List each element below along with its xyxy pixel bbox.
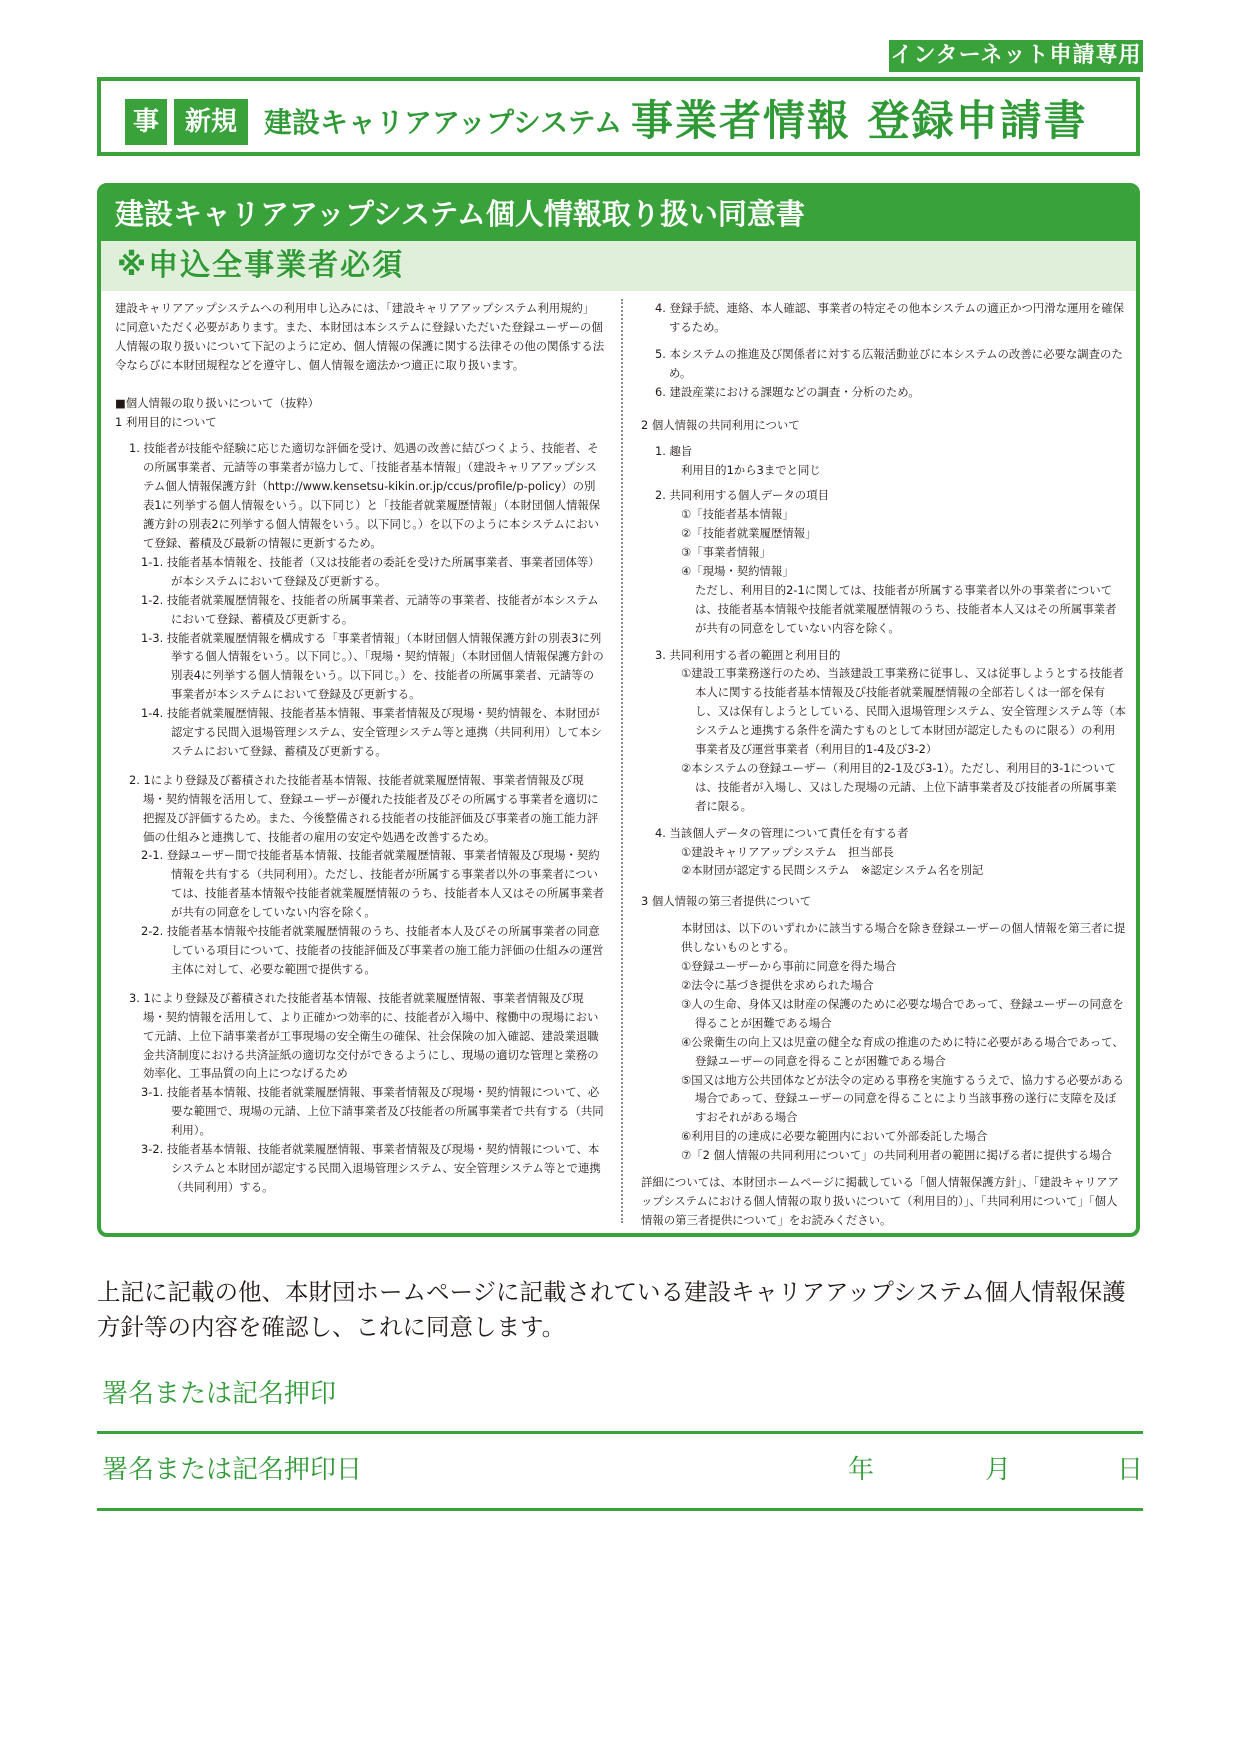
third-party-item-2: ②法令に基づき提供を求められた場合 <box>681 978 874 992</box>
shared-2-item-2: ②「技能者就業履歴情報」 <box>681 526 817 541</box>
shared-2-item-4: ④「現場・契約情報」 <box>681 563 794 578</box>
shared-4-item-2: ②本財団が認定する民間システム ※認定システム名を別記 <box>681 863 984 878</box>
purpose-heading: 1 利用目的について <box>115 414 217 429</box>
signature-line[interactable] <box>97 1431 1143 1434</box>
badge-ji: 事 <box>125 99 167 145</box>
shared-3-item-1: ①建設工事業務遂行のため、当該建設工事業務に従事し、又は従事しようとする技能者本人に関する技能者基本情報及び技能者就業履歴情報の全部若しくは一部を保有し、又は保有しようとしている、民間入退場管理システム、安全管理システム等（本システムと連携する条件を満たすものとして本財団が認定したものに限る）の利用事業者及び運営事業者（利用目的1-4及び3-2） <box>681 666 1126 757</box>
signature-date-line[interactable] <box>97 1508 1143 1511</box>
third-party-heading: 3 個人情報の第三者提供について <box>641 894 812 909</box>
purpose-3: 3. 1により登録及び蓄積された技能者基本情報、技能者就業履歴情報、事業者情報及び現場・契約情報を活用して、より正確かつ効率的に、技能者が入場中、稼働中の現場において元請、上位下請事業者が工事現場の安全衛生の確保、社会保険の加入確認、建設業退職金共済制度における共済証紙の適切な交付ができるようにし、現場の適切な管理と業務の効率化、工事品質の向上につなげるため <box>129 990 599 1081</box>
shared-2-title: 2. 共同利用する個人データの項目 <box>655 488 829 503</box>
section-heading: ■個人情報の取り扱いについて（抜粋） <box>115 395 320 410</box>
purpose-1-3: 1-3. 技能者就業履歴情報を構成する「事業者情報」（本財団個人情報保護方針の別表3に列挙する個人情報をいう。以下同じ。）、「現場・契約情報」（本財団個人情報保護方針の別表4に列挙する個人情報をいう。以下同じ。）を、技能者の所属事業者、元請等の事業者が本システムにおいて登録及び更新する。 <box>141 630 604 702</box>
purpose-2-1: 2-1. 登録ユーザー間で技能者基本情報、技能者就業履歴情報、事業者情報及び現場・契約情報を共有する（共同利用）。ただし、技能者が所属する事業者以外の事業者については、技能者基本情報や技能者就業履歴情報のうち、技能者本人又はその所属事業者が共有の同意をしていない内容を除く。 <box>141 848 604 920</box>
shared-3-title: 3. 共同利用する者の範囲と利用目的 <box>655 647 841 662</box>
purpose-3-1: 3-1. 技能者基本情報、技能者就業履歴情報、事業者情報及び現場・契約情報について、必要な範囲で、現場の元請、上位下請事業者及び技能者の所属事業者で共有する（共同利用）。 <box>141 1085 604 1138</box>
date-day-unit: 日 <box>1117 1455 1144 1485</box>
third-party-item-6: ⑥利用目的の達成に必要な範囲内において外部委託した場合 <box>681 1129 988 1144</box>
purpose-5: 5. 本システムの推進及び関係者に対する広報活動並びに本システムの改善に必要な調査のため。 <box>655 346 1123 380</box>
date-year-unit: 年 <box>848 1455 875 1485</box>
third-party-item-7: ⑦「2 個人情報の共同利用について」の共同利用者の範囲に掲げる者に提供する場合 <box>681 1148 1112 1163</box>
agreement-statement: 上記に記載の他、本財団ホームページに記載されている建設キャリアアップシステム個人情報保護方針等の内容を確認し、これに同意します。 <box>97 1278 1126 1341</box>
purpose-2-2: 2-2. 技能者基本情報や技能者就業履歴情報のうち、技能者本人及びその所属事業者の同意している項目について、技能者の技能評価及び事業者の施工能力評価の仕組みの運営主体に対して、必要な範囲で提供する。 <box>141 924 604 976</box>
third-party-item-4: ④公衆衛生の向上又は児童の健全な育成の推進のために特に必要がある場合であって、登録ユーザーの同意を得ることが困難である場合 <box>681 1034 1124 1068</box>
shared-2-item-1: ①「技能者基本情報」 <box>681 507 794 522</box>
column-divider <box>621 299 623 1223</box>
form-title: 事業者情報 登録申請書 <box>631 96 1088 145</box>
closing-paragraph: 詳細については、本財団ホームページに掲載している「個人情報保護方針」、「建設キャリアアップシステムにおける個人情報の取り扱いについて（利用目的）」、「共同利用について」「個人情報の第三者提供について」をお読みください。 <box>641 1175 1119 1227</box>
shared-4-title: 4. 当該個人データの管理について責任を有する者 <box>655 825 909 840</box>
consent-left-column <box>115 299 605 1197</box>
system-name: 建設キャリアアップシステム <box>264 106 623 139</box>
badge-new: 新規 <box>174 99 248 145</box>
signature-label: 署名または記名押印 <box>102 1379 337 1409</box>
shared-2-item-3: ③「事業者情報」 <box>681 544 771 559</box>
consent-title: 建設キャリアアップシステム個人情報取り扱い同意書 <box>101 187 1136 241</box>
shared-1-title: 1. 趣旨 <box>655 444 693 459</box>
shared-2-note: ただし、利用目的2-1に関しては、技能者が所属する事業者以外の事業者については、技能者基本情報や技能者就業履歴情報のうち、技能者本人又はその所属事業者が共有の同意をしていない内容を除く。 <box>695 582 1117 635</box>
purpose-1-1: 1-1. 技能者基本情報を、技能者（又は技能者の委託を受けた所属事業者、事業者団体等）が本システムにおいて登録及び更新する。 <box>141 554 600 588</box>
shared-1-body: 利用目的1から3までと同じ <box>681 463 821 478</box>
purpose-3-2: 3-2. 技能者基本情報、技能者就業履歴情報、事業者情報及び現場・契約情報について、本システムと本財団が認定する民間入退場管理システム、安全管理システム等とで連携（共同利用）する。 <box>141 1142 601 1194</box>
consent-right-column <box>641 299 1126 1230</box>
shared-use-heading: 2 個人情報の共同利用について <box>641 417 800 432</box>
third-party-body: 本財団は、以下のいずれかに該当する場合を除き登録ユーザーの個人情報を第三者に提供しないものとする。 <box>681 921 1126 955</box>
third-party-item-1: ①登録ユーザーから事前に同意を得た場合 <box>681 959 897 974</box>
purpose-4: 4. 登録手続、連絡、本人確認、事業者の特定その他本システムの適正かつ円滑な運用を確保するため。 <box>655 301 1124 334</box>
third-party-item-5: ⑤国又は地方公共団体などが法令の定める事務を実施するうえで、協力する必要がある場合であって、登録ユーザーの同意を得ることにより当該事務の遂行に支障を及ぼすおそれがある場合 <box>681 1072 1124 1125</box>
third-party-item-3: ③人の生命、身体又は財産の保護のために必要な場合であって、登録ユーザーの同意を得ることが困難である場合 <box>681 996 1124 1030</box>
shared-3-item-2: ②本システムの登録ユーザー（利用目的2-1及び3-1）。ただし、利用目的3-1については、技能者が入場し、又はした現場の元請、上位下請事業者及び技能者の所属事業者に限る。 <box>681 760 1117 813</box>
purpose-6: 6. 建設産業における課題などの調査・分析のため。 <box>655 384 920 399</box>
shared-4-item-1: ①建設キャリアアップシステム 担当部長 <box>681 844 894 859</box>
signature-date-label: 署名または記名押印日 <box>102 1455 363 1485</box>
date-month-unit: 月 <box>985 1455 1012 1485</box>
purpose-1-2: 1-2. 技能者就業履歴情報を、技能者の所属事業者、元請等の事業者、技能者が本システムにおいて登録、蓄積及び更新する。 <box>141 592 599 626</box>
purpose-2: 2. 1により登録及び蓄積された技能者基本情報、技能者就業履歴情報、事業者情報及び現場・契約情報を活用して、登録ユーザーが優れた技能者及びその所属する事業者を適切に把握及び評価するため。また、今後整備される技能者の技能評価及び事業者の施工能力評価の仕組みと連携して、技能者の雇用の安定や処遇を改善するため。 <box>129 772 599 844</box>
internet-only-tag: インターネット申請専用 <box>889 40 1143 72</box>
consent-box <box>97 183 1140 1237</box>
required-note: ※申込全事業者必須 <box>101 241 1136 291</box>
purpose-1-4: 1-4. 技能者就業履歴情報、技能者基本情報、事業者情報及び現場・契約情報を、本財団が認定する民間入退場管理システム、安全管理システム等と連携（共同利用）して本システムにおいて登録、蓄積及び更新する。 <box>141 706 602 758</box>
purpose-1: 1. 技能者が技能や経験に応じた適切な評価を受け、処遇の改善に結びつくよう、技能者、その所属事業者、元請等の事業者が協力して、「技能者基本情報」（建設キャリアアップシステム個人情報保護方針（http://www.kensetsu-kikin.or.jp/ccus/profile/p-policy）の別表1に列挙する個人情報をいう。以下同じ）と「技能者就業履歴情報」（本財団個人情報保護方針の別表2に列挙する個人情報をいう。以下同じ。）を以下のように本システムにおいて登録、蓄積及び最新の情報に更新するため。 <box>129 441 601 550</box>
form-title-frame <box>97 77 1140 156</box>
intro-paragraph: 建設キャリアアップシステムへの利用申し込みには、「建設キャリアアップシステム利用規約」に同意いただく必要があります。また、本財団は本システムに登録いただいた登録ユーザーの個人情報の取り扱いについて下記のように定め、個人情報の保護に関する法律その他の関係する法令ならびに本財団規程などを遵守し、個人情報を適法かつ適正に取り扱います。 <box>115 301 605 372</box>
